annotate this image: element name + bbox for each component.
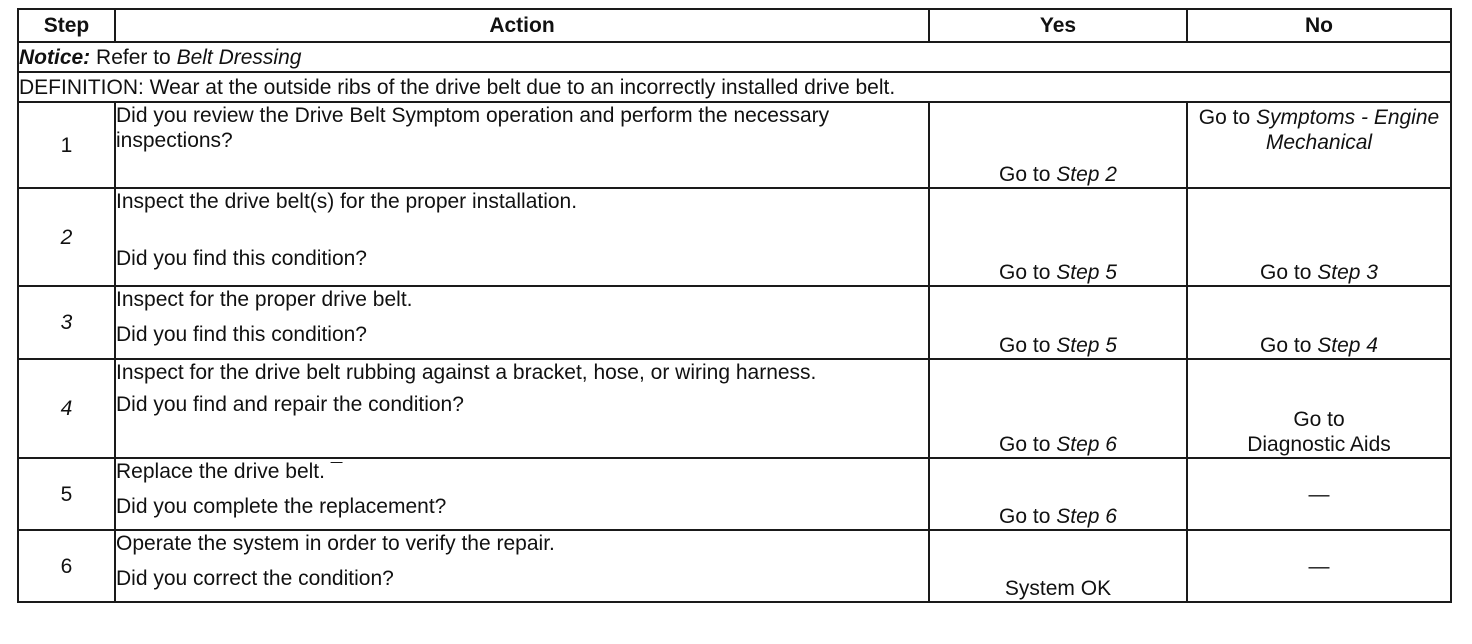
step-number: 2 [18,188,115,286]
yes-prefix: Go to [999,334,1057,357]
no-line1: Go to [1293,408,1345,431]
yes-prefix: Go to [999,261,1057,284]
no-cell [1187,359,1451,458]
yes-ref: Step 5 [1056,334,1117,357]
action-text: Operate the system in order to verify the repair. [116,532,555,555]
table-row [18,102,1451,188]
action-question: Did you find and repair the condition? [116,393,464,416]
definition-text: DEFINITION: Wear at the outside ribs of the drive belt due to an incorrectly installed drive belt. [18,72,1451,102]
yes-cell [929,188,1187,286]
action-cell [115,188,929,286]
notice-cell [18,42,1451,72]
header-yes: Yes [929,9,1187,42]
action-text: Inspect for the drive belt rubbing against a bracket, hose, or wiring harness. [116,361,817,384]
yes-prefix: Go to [999,163,1057,186]
yes-ref: Step 6 [1056,505,1117,528]
action-question: Did you find this condition? [116,323,367,346]
yes-cell [929,458,1187,530]
no-cell [1187,286,1451,359]
action-cell [115,286,929,359]
action-cell [115,458,929,530]
step-number: 5 [18,458,115,530]
action-text: Did you review the Drive Belt Symptom operation and perform the necessary inspections? [116,104,830,152]
step-number: 6 [18,530,115,602]
notice-label: Notice: [19,45,91,69]
header-action: Action [115,9,929,42]
no-cell: — [1187,458,1451,530]
yes-prefix: Go to [999,433,1057,456]
no-prefix: Go to [1198,106,1256,129]
step-number: 3 [18,286,115,359]
no-ref: Step 3 [1317,261,1378,284]
no-cell [1187,102,1451,188]
no-prefix: Go to [1260,334,1318,357]
action-text: Replace the drive belt. ¯ [116,460,343,483]
action-question: Did you complete the replacement? [116,495,447,518]
action-question: Did you find this condition? [116,247,367,270]
header-row [18,9,1451,42]
step-number: 1 [18,102,115,188]
action-text: Inspect the drive belt(s) for the proper installation. [116,190,578,213]
yes-cell [929,359,1187,458]
table-row [18,359,1451,458]
diagnostic-table [17,8,1452,603]
definition-row [18,72,1451,102]
header-step: Step [18,9,115,42]
step-number: 4 [18,359,115,458]
yes-cell [929,286,1187,359]
action-question: Did you correct the condition? [116,567,394,590]
yes-cell [929,102,1187,188]
table-row [18,286,1451,359]
notice-row [18,42,1451,72]
no-ref: Step 4 [1317,334,1378,357]
action-cell [115,102,929,188]
notice-ref: Belt Dressing [176,45,302,69]
yes-ref: Step 6 [1056,433,1117,456]
yes-ref: Step 5 [1056,261,1117,284]
yes-ref: Step 2 [1056,163,1117,186]
action-cell [115,530,929,602]
no-ref: Symptoms - Engine Mechanical [1255,106,1440,154]
no-prefix: Go to [1260,261,1318,284]
yes-prefix: Go to [999,505,1057,528]
notice-text: Refer to [90,45,177,69]
table-row [18,188,1451,286]
header-no: No [1187,9,1451,42]
no-cell [1187,188,1451,286]
no-cell: — [1187,530,1451,602]
action-cell [115,359,929,458]
table-row [18,458,1451,530]
table-row [18,530,1451,602]
action-text: Inspect for the proper drive belt. [116,288,413,311]
no-line2: Diagnostic Aids [1247,433,1391,456]
yes-cell: System OK [929,530,1187,602]
